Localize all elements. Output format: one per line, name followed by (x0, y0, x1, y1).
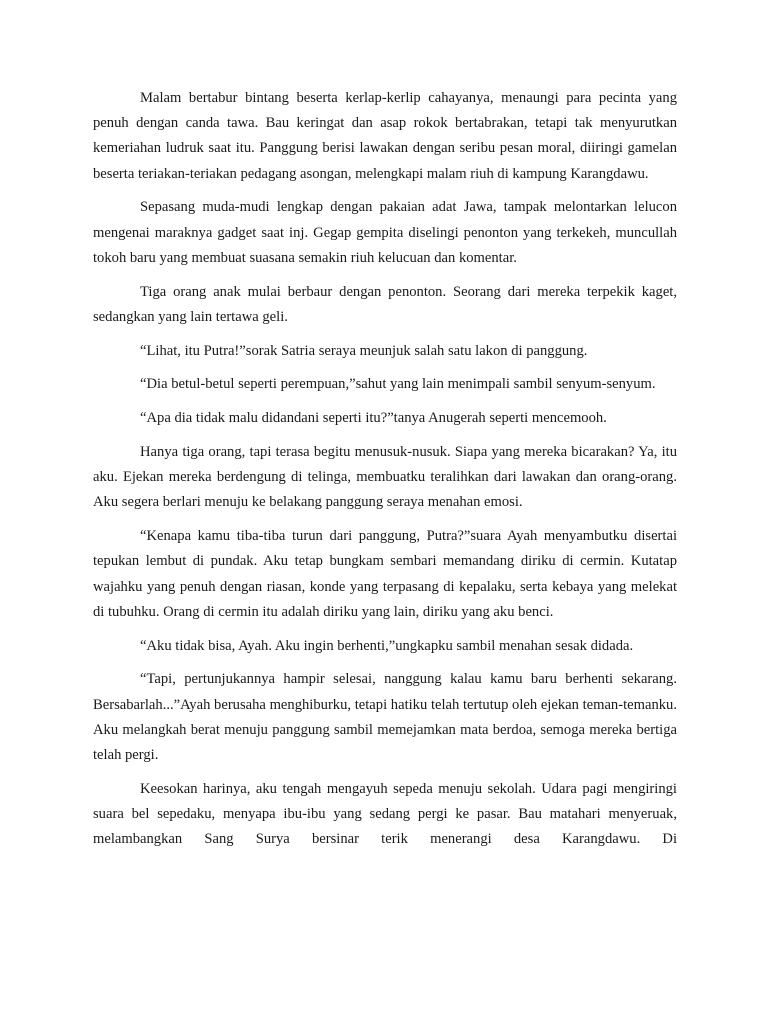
paragraph: “Tapi, pertunjukannya hampir selesai, nanggung kalau kamu baru berhenti sekarang. Bersabarlah...”Ayah berusaha menghiburku, tetapi hatiku telah tertutup oleh ejekan teman-temanku. Aku melangkah berat menuju panggung sambil memejamkan mata berdoa, semoga mereka bertiga telah pergi. (93, 671, 677, 764)
paragraph: “Apa dia tidak malu didandani seperti itu?”tanya Anugerah seperti mencemooh. (140, 410, 607, 427)
paragraph: “Dia betul-betul seperti perempuan,”sahut yang lain menimpali sambil senyum-senyum. (140, 376, 656, 393)
paragraph: Tiga orang anak mulai berbaur dengan penonton. Seorang dari mereka terpekik kaget, sedangkan yang lain tertawa geli. (93, 283, 677, 325)
paragraph: “Aku tidak bisa, Ayah. Aku ingin berhenti,”ungkapku sambil menahan sesak didada. (140, 637, 634, 654)
paragraph: “Lihat, itu Putra!”sorak Satria seraya meunjuk salah satu lakon di panggung. (140, 342, 588, 359)
paragraph: Hanya tiga orang, tapi terasa begitu menusuk-nusuk. Siapa yang mereka bicarakan? Ya, itu aku. Ejekan mereka berdengung di telinga, membuatku teralihkan dari lawakan dan orang-orang. Aku segera berlari menuju ke belakang panggung seraya menahan emosi. (93, 444, 677, 511)
paragraph: Malam bertabur bintang beserta kerlap-kerlip cahayanya, menaungi para pecinta yang penuh dengan canda tawa. Bau keringat dan asap rokok bertabrakan, tetapi tak menyurutkan kemeriahan ludruk saat itu. Panggung berisi lawakan dengan seribu pesan moral, diiringi gamelan beserta teriakan-teriakan pedagang asongan, melengkapi malam riuh di kampung Karangdawu. (93, 90, 677, 182)
paragraph: Keesokan harinya, aku tengah mengayuh sepeda menuju sekolah. Udara pagi mengiringi suara bel sepedaku, menyapa ibu-ibu yang sedang pergi ke pasar. Bau matahari menyeruak, melambangkan Sang Surya bersinar terik menerangi desa Karangdawu. Di (93, 780, 677, 848)
story-text (93, 86, 677, 861)
paragraph: Sepasang muda-mudi lengkap dengan pakaian adat Jawa, tampak melontarkan lelucon mengenai maraknya gadget saat inj. Gegap gempita diselingi penonton yang terkekeh, muncullah tokoh baru yang membuat suasana semakin riuh kelucuan dan komentar. (93, 199, 677, 266)
paragraph: “Kenapa kamu tiba-tiba turun dari panggung, Putra?”suara Ayah menyambutku disertai tepukan lembut di pundak. Aku tetap bungkam sembari memandang diriku di cermin. Kutatap wajahku yang penuh dengan riasan, konde yang terpasang di kepalaku, serta kebaya yang melekat di tubuhku. Orang di cermin itu adalah diriku yang lain, diriku yang aku benci. (93, 528, 677, 620)
